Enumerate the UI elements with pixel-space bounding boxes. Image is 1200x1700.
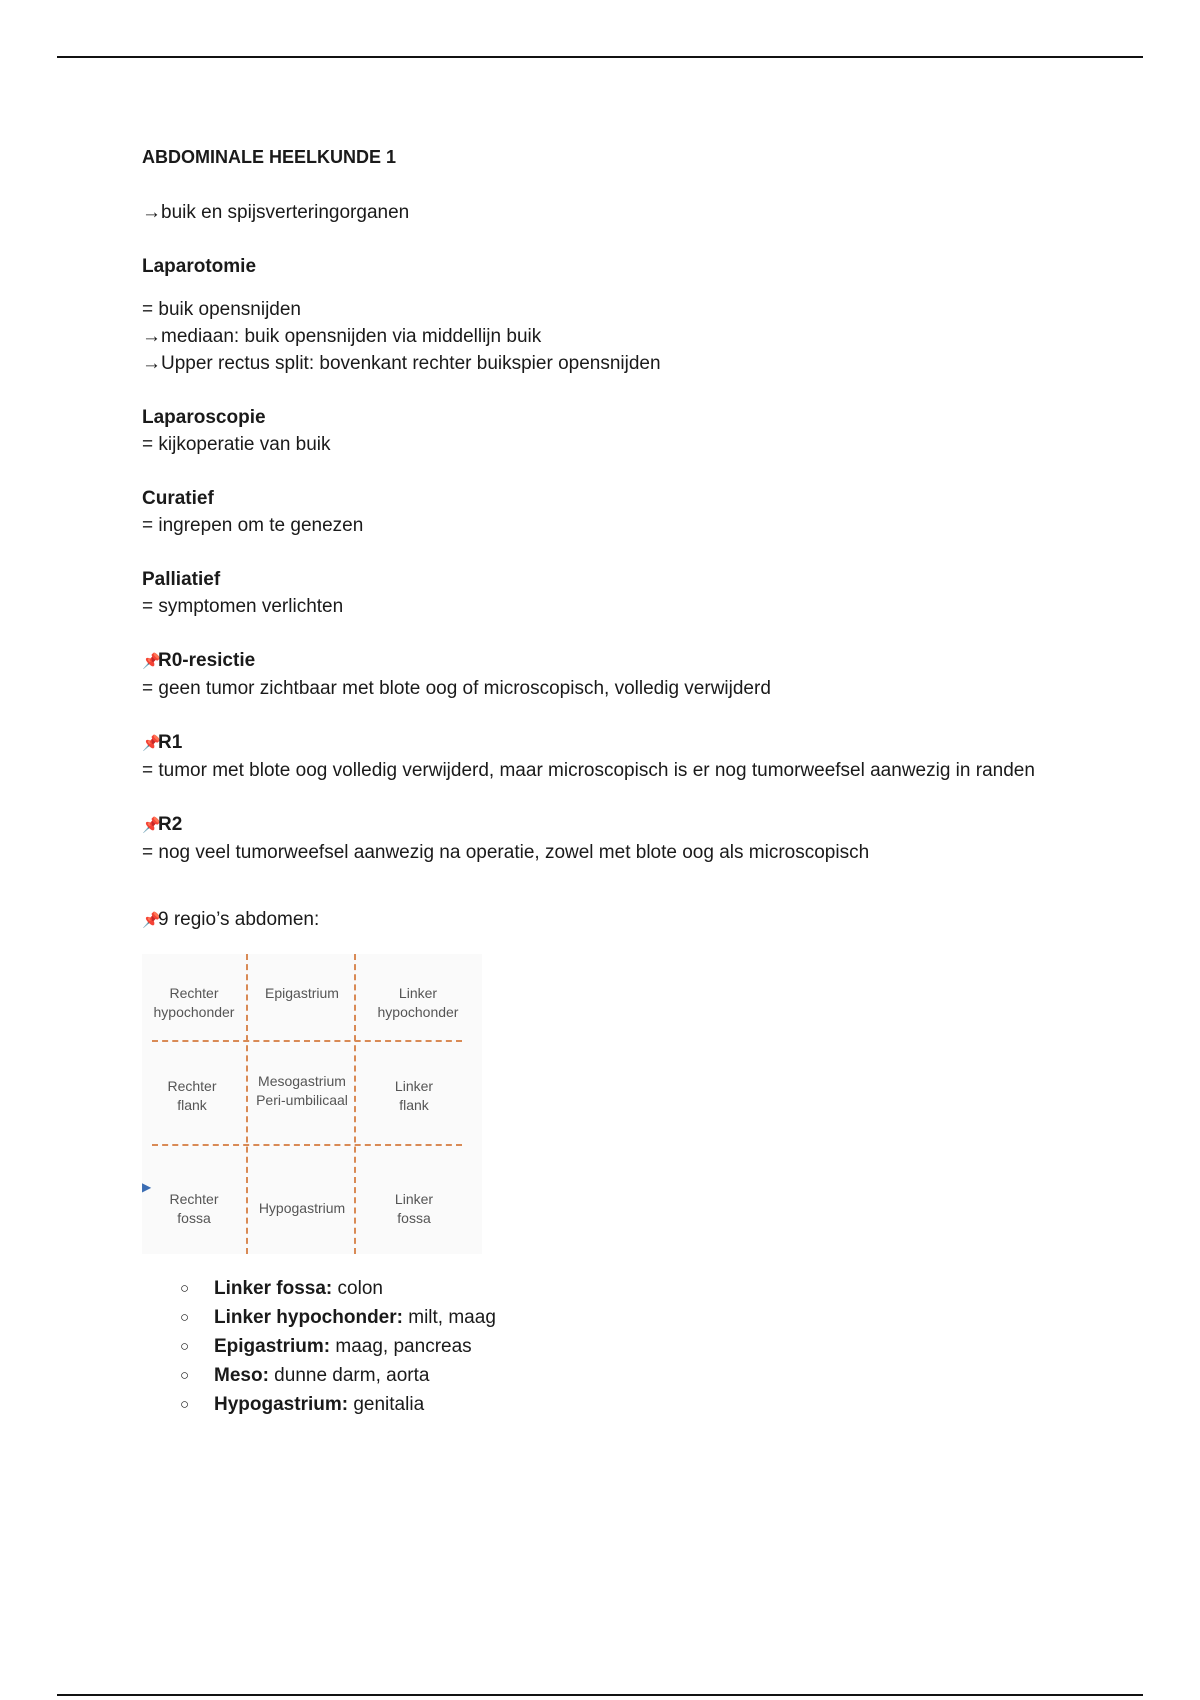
list-item — [180, 1361, 1082, 1390]
regions-intro — [142, 906, 1082, 934]
section-heading — [142, 811, 1082, 839]
section-line: = ingrepen om te genezen — [142, 515, 364, 536]
list-term: Epigastrium: — [214, 1336, 331, 1357]
document-title: ABDOMINALE HEELKUNDE 1 — [142, 147, 397, 167]
section-heading — [142, 647, 1082, 675]
section-heading: Laparotomie — [142, 256, 257, 277]
section-r0 — [142, 647, 1082, 702]
region-cell — [248, 1072, 356, 1110]
region-label: Peri-umbilicaal — [256, 1092, 348, 1108]
section-line: = geen tumor zichtbaar met blote oog of microscopisch, volledig verwijderd — [142, 678, 771, 699]
list-term: Linker fossa: — [214, 1278, 333, 1299]
region-label: Linker — [394, 1191, 434, 1207]
intro-line: →buik en spijsverteringorganen — [142, 202, 410, 223]
section-line: →Upper rectus split: bovenkant rechter buikspier opensnijden — [142, 353, 661, 374]
region-cell — [248, 984, 356, 1003]
region-label: Mesogastrium — [258, 1073, 346, 1089]
section-r2 — [142, 811, 1082, 866]
region-organs-list — [142, 1274, 1082, 1419]
list-term: Hypogastrium: — [214, 1394, 349, 1415]
section-laparotomie — [142, 253, 1082, 377]
section-line: = symptomen verlichten — [142, 596, 344, 617]
section-laparoscopie — [142, 404, 1082, 458]
region-label: fossa — [397, 1210, 431, 1226]
list-desc: dunne darm, aorta — [268, 1365, 430, 1386]
list-desc: colon — [332, 1278, 383, 1299]
region-cell — [140, 984, 248, 1022]
list-desc: maag, pancreas — [330, 1336, 472, 1357]
section-heading: Curatief — [142, 488, 214, 509]
pin-icon: 📌 — [142, 653, 161, 670]
section-line: = buik opensnijden — [142, 299, 301, 320]
region-label: Rechter — [169, 1191, 219, 1207]
pin-icon: 📌 — [142, 735, 161, 752]
list-term: Linker hypochonder: — [214, 1307, 403, 1328]
footer-rule — [57, 1694, 1143, 1696]
pin-icon: 📌 — [142, 912, 161, 929]
pin-icon: 📌 — [142, 817, 161, 834]
region-label: flank — [177, 1097, 207, 1113]
section-curatief — [142, 485, 1082, 539]
grid-divider — [152, 1144, 462, 1146]
grid-divider — [152, 1040, 462, 1042]
list-item — [180, 1390, 1082, 1419]
cursor-icon: ▶ — [142, 1180, 152, 1194]
region-label: Linker — [394, 1078, 434, 1094]
region-label: Epigastrium — [265, 985, 339, 1001]
region-label: hypochonder — [377, 1004, 459, 1020]
region-cell — [360, 1077, 468, 1115]
region-label: Rechter — [169, 985, 219, 1001]
heading-text: R2 — [158, 814, 183, 835]
list-item — [180, 1274, 1082, 1303]
section-line: = nog veel tumorweefsel aanwezig na operatie, zowel met blote oog als microscopisch — [142, 842, 870, 863]
region-cell — [138, 1077, 246, 1115]
region-label: Hypogastrium — [258, 1200, 346, 1216]
region-cell — [248, 1199, 356, 1218]
document-body — [142, 143, 1082, 1419]
section-heading: Laparoscopie — [142, 407, 266, 428]
heading-text: R0-resictie — [158, 650, 256, 671]
region-cell — [360, 1190, 468, 1228]
region-label: flank — [399, 1097, 429, 1113]
list-desc: genitalia — [348, 1394, 425, 1415]
section-heading: Palliatief — [142, 569, 221, 590]
heading-text: R1 — [158, 732, 183, 753]
list-desc: milt, maag — [402, 1307, 496, 1328]
region-cell — [364, 984, 472, 1022]
section-line: = kijkoperatie van buik — [142, 434, 331, 455]
region-label: Linker — [398, 985, 438, 1001]
section-r1 — [142, 729, 1082, 784]
section-heading — [142, 729, 1082, 757]
region-cell — [140, 1190, 248, 1228]
regions-intro-text: 9 regio’s abdomen: — [158, 909, 320, 930]
section-line: →mediaan: buik opensnijden via middellijn buik — [142, 326, 542, 347]
section-palliatief — [142, 566, 1082, 620]
list-item — [180, 1332, 1082, 1361]
region-label: fossa — [177, 1210, 211, 1226]
abdomen-regions-diagram — [142, 954, 482, 1254]
list-item — [180, 1303, 1082, 1332]
region-label: Rechter — [167, 1078, 217, 1094]
section-line: = tumor met blote oog volledig verwijderd, maar microscopisch is er nog tumorweefsel aanwezig in randen — [142, 760, 1035, 781]
list-term: Meso: — [214, 1365, 269, 1386]
region-label: hypochonder — [153, 1004, 235, 1020]
header-rule — [57, 56, 1143, 58]
